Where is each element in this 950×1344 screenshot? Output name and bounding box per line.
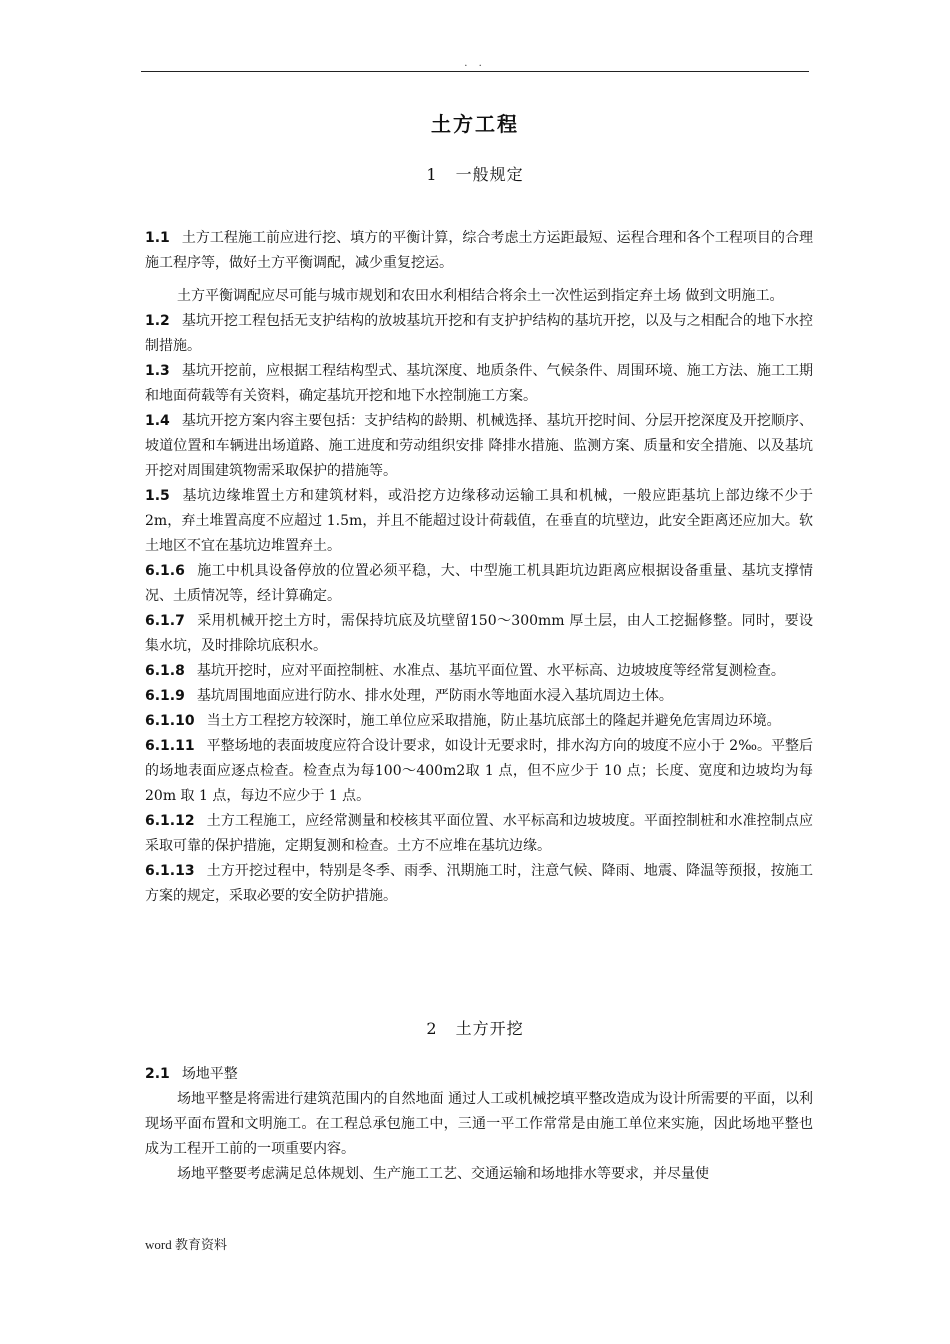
clause-number: 6.1.13	[145, 863, 195, 879]
clause-1-5	[145, 484, 813, 559]
clause-text: 基坑边缘堆置土方和建筑材料，或沿挖方边缘移动运输工具和机械，一般应距基坑上部边缘不少于 2m，弃土堆置高度不应超过 1.5m，并且不能超过设计荷载值，在垂直的坑壁边，此安全距离还应加大。软土地区不宜在基坑边堆置弃土。	[145, 488, 813, 554]
section-1-title: 一般规定	[455, 165, 524, 184]
clause-number: 6.1.11	[145, 738, 195, 754]
clause-text: 当土方工程挖方较深时，施工单位应采取措施，防止基坑底部土的隆起并避免危害周边环境。	[206, 713, 781, 729]
section-2-number: 2	[426, 1019, 438, 1038]
clause-1-2	[145, 309, 813, 359]
clause-number: 6.1.9	[145, 688, 185, 704]
clause-1-3	[145, 359, 813, 409]
header-rule	[141, 71, 809, 72]
clause-number: 1.1	[145, 230, 170, 246]
subsection-2-1	[145, 1062, 813, 1087]
clause-1-1-note	[145, 284, 813, 309]
clause-text: 基坑周围地面应进行防水、排水处理，严防雨水等地面水浸入基坑周边土体。	[196, 688, 673, 704]
clause-6-1-9	[145, 684, 813, 709]
clause-number: 6.1.7	[145, 613, 185, 629]
clause-text: 基坑开挖方案内容主要包括：支护结构的龄期、机械选择、基坑开挖时间、分层开挖深度及开挖顺序、坡道位置和车辆进出场道路、施工进度和劳动组织安排 降排水措施、监测方案、质量和安全措施、以及基坑开挖对周围建筑物需采取保护的措施等。	[145, 413, 813, 479]
clause-6-1-13	[145, 859, 813, 909]
section-2-paragraph	[145, 1087, 813, 1162]
clause-6-1-8	[145, 659, 813, 684]
paragraph-text: 场地平整是将需进行建筑范围内的自然地面 通过人工或机械挖填平整改造成为设计所需要的平面，以利现场平面布置和文明施工。在工程总承包施工中，三通一平工作常常是由施工单位来实施，因此场地平整也成为工程开工前的一项重要内容。	[145, 1091, 813, 1157]
section-1-heading	[0, 162, 950, 185]
clause-text: 采用机械开挖土方时，需保持坑底及坑壁留150～300mm 厚土层，由人工挖掘修整。同时，要设集水坑，及时排除坑底积水。	[145, 613, 813, 654]
clause-number: 6.1.6	[145, 563, 185, 579]
section-1-body	[145, 226, 813, 909]
section-2-heading	[0, 1016, 950, 1039]
clause-text: 土方工程施工，应经常测量和校核其平面位置、水平标高和边坡坡度。平面控制桩和水准控制点应采取可靠的保护措施，定期复测和检查。土方不应堆在基坑边缘。	[145, 813, 813, 854]
section-2-paragraph	[145, 1162, 813, 1187]
clause-text: 基坑开挖工程包括无支护结构的放坡基坑开挖和有支护护结构的基坑开挖，以及与之相配合的地下水控制措施。	[145, 313, 813, 354]
paragraph-text: 场地平整要考虑满足总体规划、生产施工工艺、交通运输和场地排水等要求，并尽量使	[177, 1166, 709, 1182]
clause-6-1-6	[145, 559, 813, 609]
section-2-body	[145, 1062, 813, 1187]
footer-text: word 教育资料	[145, 1237, 227, 1252]
clause-text: 平整场地的表面坡度应符合设计要求，如设计无要求时，排水沟方向的坡度不应小于 2‰。平整后的场地表面应逐点检查。检查点为每100～400m2取 1 点，但不应少于 10 点；长度、宽度和边坡均为每 20m 取 1 点，每边不应少于 1 点。	[145, 738, 813, 804]
clause-number: 1.2	[145, 313, 170, 329]
clause-text: 基坑开挖时，应对平面控制桩、水准点、基坑平面位置、水平标高、边坡坡度等经常复测检查。	[196, 663, 785, 679]
clause-number: 6.1.8	[145, 663, 185, 679]
clause-6-1-12	[145, 809, 813, 859]
clause-number: 6.1.10	[145, 713, 195, 729]
clause-6-1-11	[145, 734, 813, 809]
document-title: 土方工程	[431, 112, 519, 136]
clause-6-1-10	[145, 709, 813, 734]
clause-number: 1.4	[145, 413, 170, 429]
clause-text: 土方平衡调配应尽可能与城市规划和农田水利相结合将余土一次性运到指定弃土场 做到文明施工。	[177, 288, 784, 304]
clause-number: 1.5	[145, 488, 170, 504]
subsection-number: 2.1	[145, 1066, 170, 1082]
clause-text: 土方工程施工前应进行挖、填方的平衡计算，综合考虑土方运距最短、运程合理和各个工程项目的合理施工程序等，做好土方平衡调配，减少重复挖运。	[145, 230, 813, 271]
clause-number: 1.3	[145, 363, 170, 379]
clause-1-1	[145, 226, 813, 276]
clause-text: 基坑开挖前，应根据工程结构型式、基坑深度、地质条件、气候条件、周围环境、施工方法、施工工期和地面荷载等有关资料，确定基坑开挖和地下水控制施工方案。	[145, 363, 813, 404]
section-1-number: 1	[426, 165, 438, 184]
clause-text: 施工中机具设备停放的位置必须平稳，大、中型施工机具距坑边距离应根据设备重量、基坑支撑情况、土质情况等，经计算确定。	[145, 563, 813, 604]
clause-6-1-7	[145, 609, 813, 659]
clause-1-4	[145, 409, 813, 484]
section-2-title: 土方开挖	[455, 1019, 524, 1038]
clause-text: 土方开挖过程中，特别是冬季、雨季、汛期施工时，注意气候、降雨、地震、降温等预报，按施工方案的规定，采取必要的安全防护措施。	[145, 863, 813, 904]
clause-number: 6.1.12	[145, 813, 195, 829]
subsection-label: 场地平整	[181, 1066, 238, 1082]
header-dots: . .	[464, 58, 486, 69]
